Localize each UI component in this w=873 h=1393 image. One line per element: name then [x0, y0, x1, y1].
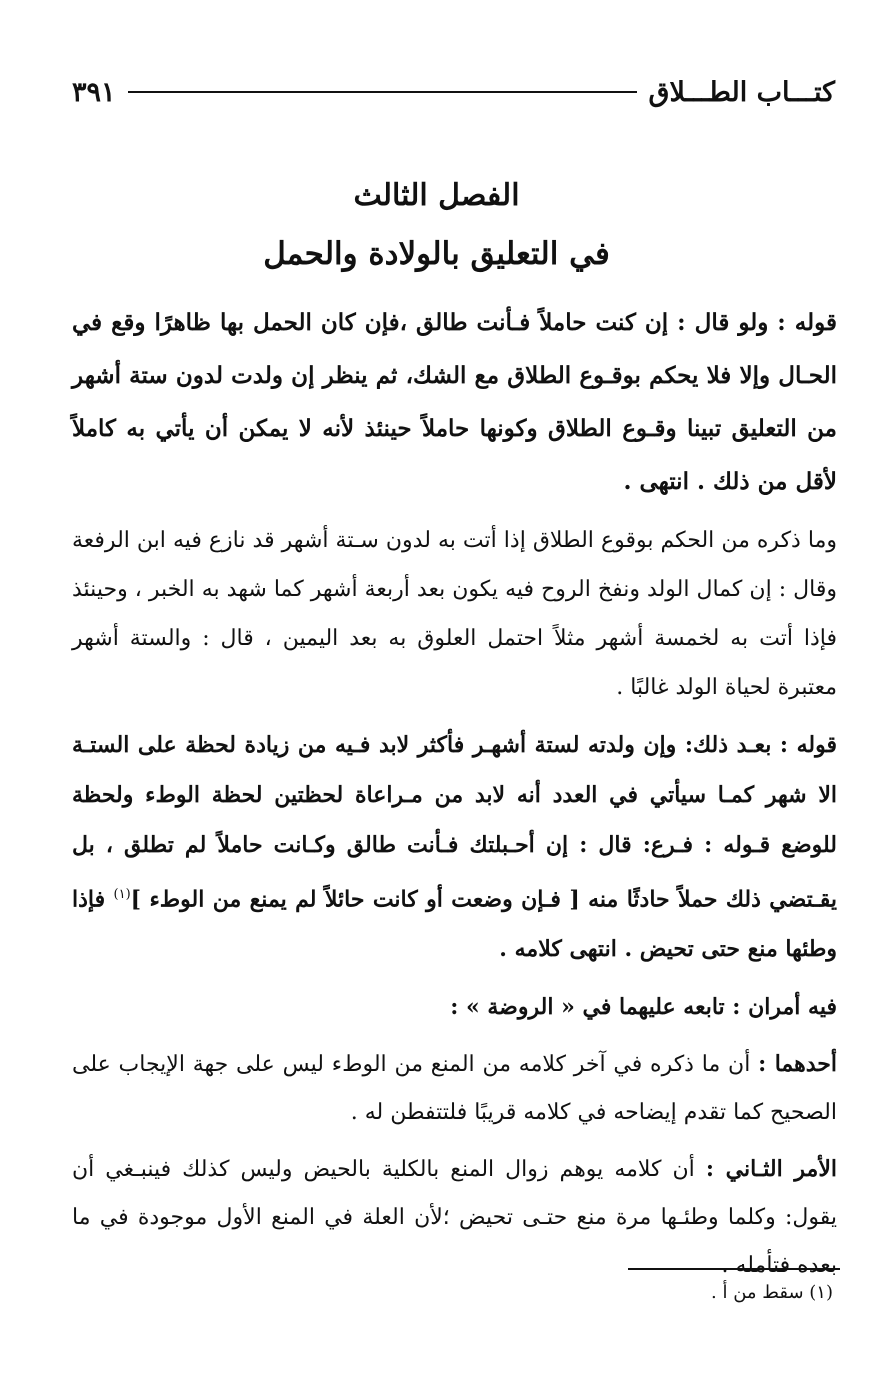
footnote-reference: (١)	[113, 887, 131, 902]
paragraph-4: فيه أمران : تابعه عليهما في « الروضة » :	[450, 994, 837, 1021]
footnote-rule	[628, 1268, 840, 1270]
chapter-title: الفصل الثالث	[353, 178, 520, 213]
paragraph-3-main: قوله : بعـد ذلك: وإن ولدته لستة أشهـر فأكثر لابد فـيه من زيادة لحظة على الستـة الا شهر كمـا سيأتي في العدد أنه لابد من مـراعاة لحظتين لحظة الوطء ولحظة للوضع قـوله : فـرع: قال : إن أحـبلتك فـأنت طالق وكـانت حاملاً لم تطلق ، بل يقـتضي ذلك حملاً حادثًا منه [ فـإن وضعت أو كانت حائلاً لم يمنع من الوطء ]	[72, 732, 837, 913]
body-text	[72, 296, 837, 1298]
header-rule	[128, 91, 637, 93]
paragraph-3	[72, 720, 837, 974]
page-number: ٣٩١	[72, 76, 116, 108]
footnote: (١) سقط من أ .	[711, 1282, 833, 1303]
paragraph-3-tail: فإذا وطئها منع حتى تحيض . انتهى كلامه .	[72, 886, 837, 963]
paragraph-6-rest: أن كلامه يوهم زوال المنع بالكلية بالحيض وليس كذلك فينبـغي أن يقول: وكلما وطئـها مرة منع حتـى تحيض ؛لأن العلة في المنع الأول موجودة في ما بعده فتأمله .	[72, 1157, 837, 1279]
paragraph-2: وما ذكره من الحكم بوقوع الطلاق إذا أتت به لدون سـتة أشهر قد نازع فيه ابن الرفعة وقال : إن كمال الولد ونفخ الروح فيه يكون بعد أربعة أشهر كما شهد به الخبر ، وحينئذ فإذا أتت به لخمسة أشهر مثلاً احتمل العلوق به بعد اليمين ، قال : والستة أشهر معتبرة لحياة الولد غالبًا .	[72, 528, 837, 700]
paragraph-6-lead: الأمر الثـاني :	[705, 1156, 837, 1183]
paragraph-5	[72, 1040, 837, 1137]
running-head	[72, 74, 835, 110]
paragraph-5-rest: أن ما ذكره في آخر كلامه من المنع من الوطء ليس على جهة الإيجاب على الصحيح كما تقدم إيضاحه في كلامه قريبًا فلتتفطن له .	[72, 1052, 837, 1126]
paragraph-1: قوله : ولو قال : إن كنت حاملاً فـأنت طالق ،فإن كان الحمل بها ظاهرًا وقع في الحـال وإلا فلا يحكم بوقـوع الطلاق مع الشك، ثم ينظر إن ولدت لدون ستة أشهر من التعليق تبينا وقـوع الطلاق وكونها حاملاً حينئذ لأنه لا يمكن أن يأتي به كاملاً لأقل من ذلك . انتهى .	[72, 309, 837, 495]
running-title: كتـــاب الطـــلاق	[648, 76, 835, 108]
chapter-subtitle: في التعليق بالولادة والحمل	[263, 236, 610, 272]
paragraph-5-lead: أحدهما :	[758, 1051, 837, 1078]
